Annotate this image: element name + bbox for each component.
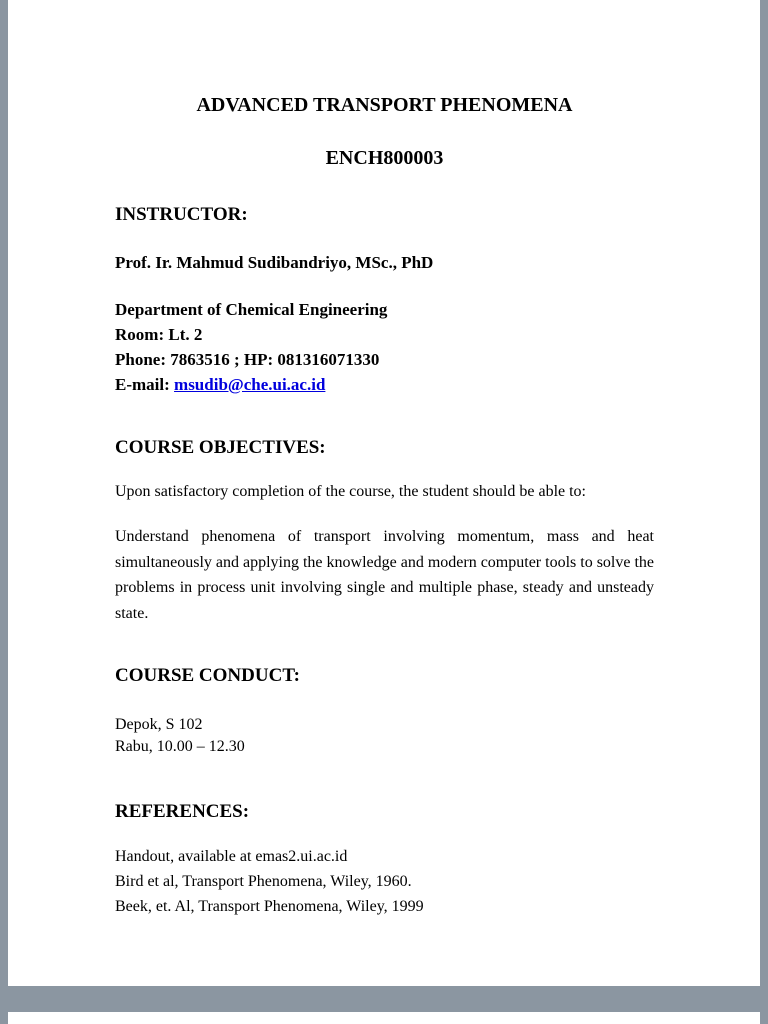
course-code: ENCH800003: [325, 147, 444, 169]
reference-item: Bird et al, Transport Phenomena, Wiley, 1960.: [115, 873, 412, 890]
phone-line: Phone: 7863516 ; HP: 081316071330: [115, 350, 380, 369]
references-block: [115, 844, 654, 919]
instructor-heading: INSTRUCTOR:: [115, 204, 248, 225]
instructor-name: Prof. Ir. Mahmud Sudibandriyo, MSc., PhD: [115, 253, 434, 272]
email-line: [115, 372, 654, 397]
reference-item: Beek, et. Al, Transport Phenomena, Wiley, 1999: [115, 898, 424, 915]
next-page-top-edge: [8, 1012, 760, 1024]
objectives-intro: Upon satisfactory completion of the course, the student should be able to:: [115, 483, 586, 500]
conduct-heading: COURSE CONDUCT:: [115, 665, 300, 686]
document-page: [8, 0, 760, 986]
email-label: E-mail:: [115, 375, 175, 394]
conduct-line: Rabu, 10.00 – 12.30: [115, 738, 245, 755]
department-line: Department of Chemical Engineering: [115, 300, 388, 319]
instructor-info-block: [115, 297, 654, 397]
conduct-line: Depok, S 102: [115, 716, 203, 733]
references-heading: REFERENCES:: [115, 801, 250, 822]
reference-item: Handout, available at emas2.ui.ac.id: [115, 848, 348, 865]
conduct-block: [115, 714, 654, 758]
objectives-heading: COURSE OBJECTIVES:: [115, 437, 326, 458]
objectives-paragraph: Understand phenomena of transport involving momentum, mass and heat simultaneously and applying the knowledge and modern computer tools to solve the problems in process unit involving single and multiple phase, steady and unsteady state.: [115, 528, 655, 622]
email-link[interactable]: msudib@che.ui.ac.id: [174, 375, 326, 394]
room-line: Room: Lt. 2: [115, 325, 203, 344]
document-title: ADVANCED TRANSPORT PHENOMENA: [196, 94, 573, 116]
